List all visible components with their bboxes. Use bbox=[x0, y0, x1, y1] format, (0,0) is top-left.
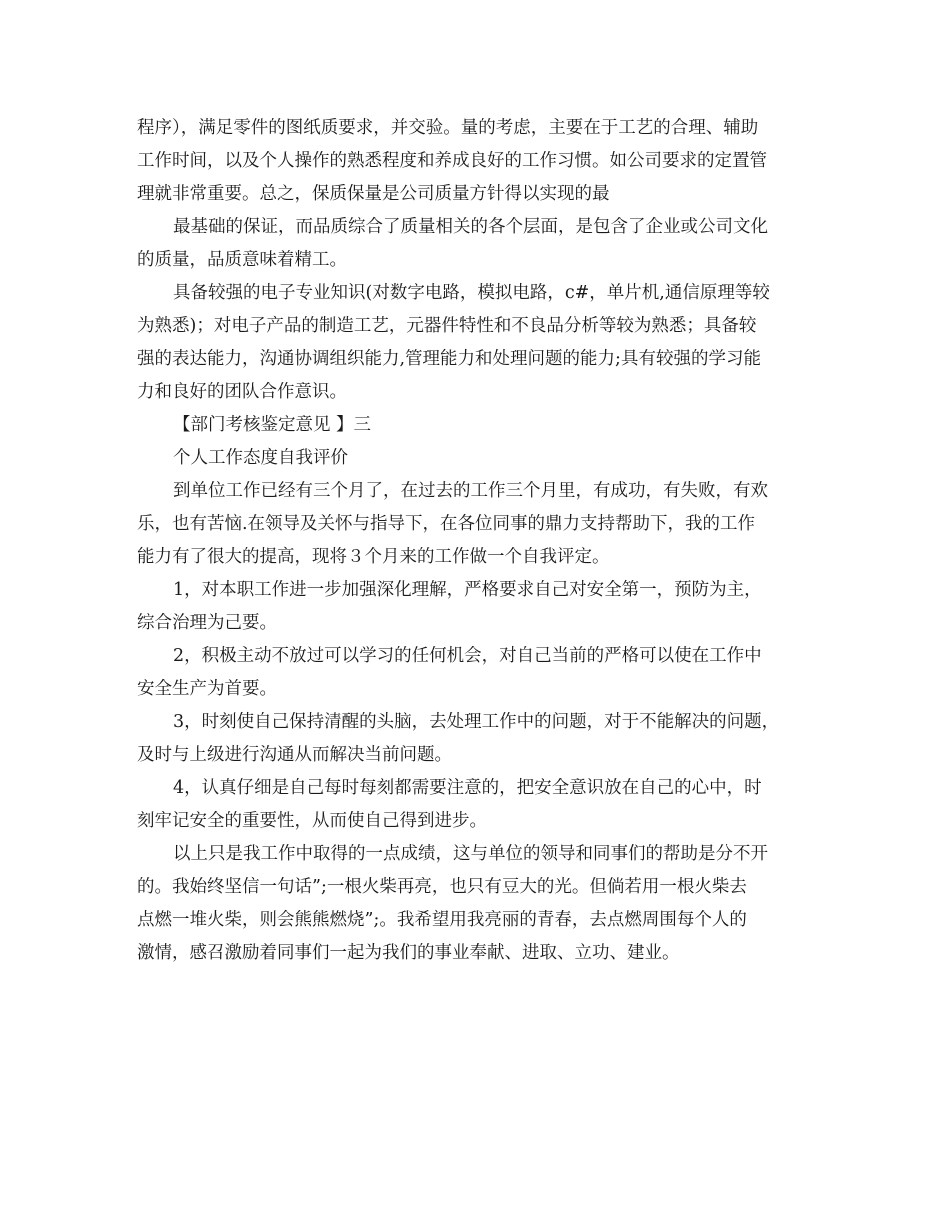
text-line: 理就非常重要。总之，保质保量是公司质量方针得以实现的最 bbox=[137, 184, 610, 204]
text-line: 及时与上级进行沟通从而解决当前问题。 bbox=[137, 745, 452, 765]
text-line: 安全生产为首要。 bbox=[137, 679, 277, 699]
list-item-1: 1，对本职工作进一步加强深化理解，严格要求自己对安全第一，预防为主， bbox=[173, 580, 762, 600]
text-line: 激情，感召激励着同事们一起为我们的事业奉献、进取、立功、建业。 bbox=[137, 943, 680, 963]
text-line: 综合治理为己要。 bbox=[137, 613, 277, 633]
list-item-3: 3，时刻使自己保持清醒的头脑，去处理工作中的问题，对于不能解决的问题， bbox=[173, 712, 780, 732]
section-title: 个人工作态度自我评价 bbox=[173, 448, 348, 468]
text-line: 为熟悉)；对电子产品的制造工艺，元器件特性和不良品分析等较为熟悉；具备较 bbox=[137, 316, 757, 336]
text-line: 能力有了很大的提高，现将３个月来的工作做一个自我评定。 bbox=[137, 547, 610, 567]
list-item-2: 2，积极主动不放过可以学习的任何机会，对自己当前的严格可以使在工作中 bbox=[173, 646, 762, 666]
text-line: 点燃一堆火柴，则会熊熊燃烧”;。我希望用我亮丽的青春，去点燃周围每个人的 bbox=[137, 910, 747, 930]
text-line: 具备较强的电子专业知识(对数字电路，模拟电路，c#，单片机,通信原理等较 bbox=[173, 283, 770, 303]
text-line: 刻牢记安全的重要性，从而使自己得到进步。 bbox=[137, 811, 487, 831]
section-heading: 【部门考核鉴定意见 】三 bbox=[173, 415, 372, 435]
document-body bbox=[137, 112, 827, 970]
text-line: 力和良好的团队合作意识。 bbox=[137, 382, 347, 402]
text-line: 到单位工作已经有三个月了，在过去的工作三个月里，有成功，有失败，有欢 bbox=[173, 481, 768, 501]
text-line: 的。我始终坚信一句话”;一根火柴再亮，也只有豆大的光。但倘若用一根火柴去 bbox=[137, 877, 747, 897]
text-line: 程序），满足零件的图纸质要求，并交验。量的考虑，主要在于工艺的合理、辅助 bbox=[137, 118, 759, 138]
text-line: 乐，也有苦恼.在领导及关怀与指导下，在各位同事的鼎力支持帮助下，我的工作 bbox=[137, 514, 756, 534]
list-item-4: 4，认真仔细是自己每时每刻都需要注意的，把安全意识放在自己的心中，时 bbox=[173, 778, 762, 798]
text-line: 的质量，品质意味着精工。 bbox=[137, 250, 347, 270]
text-line: 最基础的保证，而品质综合了质量相关的各个层面，是包含了企业或公司文化 bbox=[173, 217, 768, 237]
text-line: 工作时间，以及个人操作的熟悉程度和养成良好的工作习惯。如公司要求的定置管 bbox=[137, 151, 767, 171]
text-line: 以上只是我工作中取得的一点成绩，这与单位的领导和同事们的帮助是分不开 bbox=[173, 844, 768, 864]
text-line: 强的表达能力，沟通协调组织能力,管理能力和处理问题的能力;具有较强的学习能 bbox=[137, 349, 761, 369]
